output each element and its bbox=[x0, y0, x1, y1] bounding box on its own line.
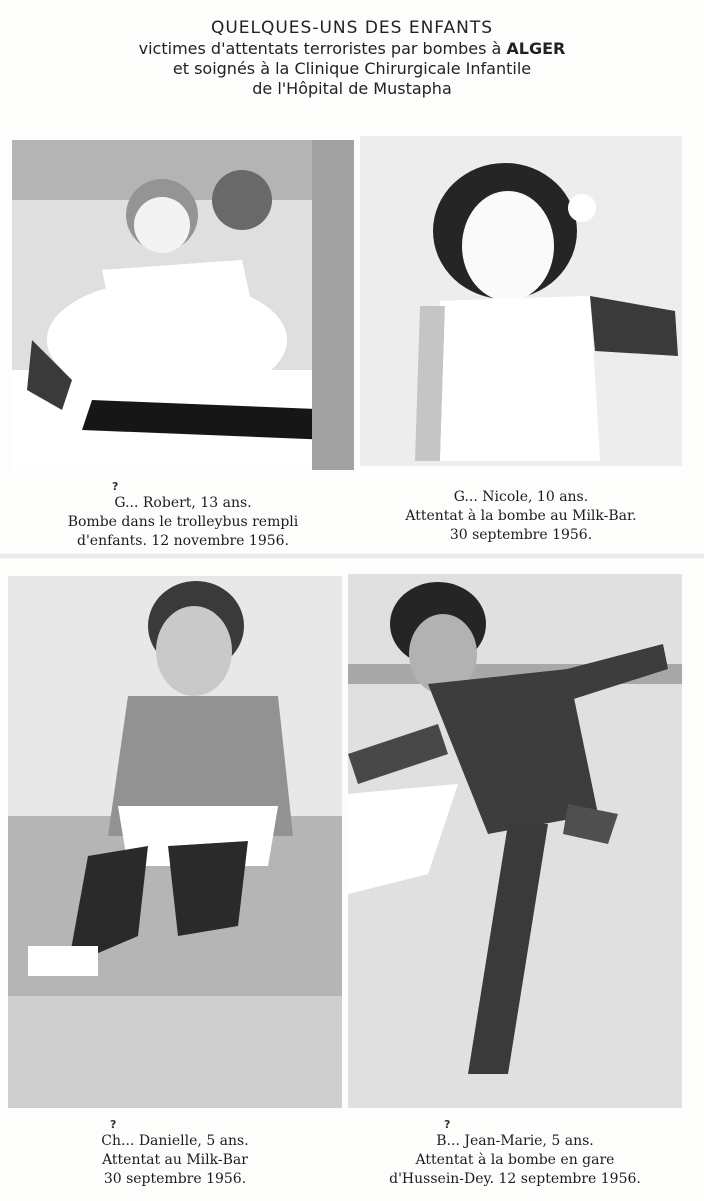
photo-danielle bbox=[8, 576, 342, 1108]
caption-danielle-name: Ch... Danielle, 5 ans. bbox=[101, 1133, 249, 1149]
header-hospital-line: de l'Hôpital de Mustapha bbox=[252, 79, 452, 98]
caption-jean-marie bbox=[348, 1132, 682, 1189]
caption-jean-marie-name: B... Jean-Marie, 5 ans. bbox=[436, 1133, 594, 1149]
caption-robert-name: G... Robert, 13 ans. bbox=[114, 495, 252, 511]
header-subtitle-line bbox=[0, 39, 704, 59]
photo-jean-marie bbox=[348, 574, 682, 1108]
caption-nicole bbox=[360, 488, 682, 545]
caption-danielle bbox=[8, 1132, 342, 1189]
header-city: ALGER bbox=[506, 39, 566, 58]
caption-danielle-line2: Attentat au Milk-Bar bbox=[102, 1152, 248, 1168]
caption-qmark-danielle: ? bbox=[110, 1118, 117, 1131]
caption-jean-marie-line3: d'Hussein-Dey. 12 septembre 1956. bbox=[389, 1171, 641, 1187]
caption-nicole-line3: 30 septembre 1956. bbox=[449, 527, 593, 543]
caption-jean-marie-line2: Attentat à la bombe en gare bbox=[415, 1152, 615, 1168]
header-subtitle-text: victimes d'attentats terroristes par bombes à bbox=[138, 39, 502, 58]
caption-robert-line2: Bombe dans le trolleybus rempli bbox=[67, 514, 299, 530]
caption-nicole-line2: Attentat à la bombe au Milk-Bar. bbox=[405, 508, 637, 524]
header-title: QUELQUES-UNS DES ENFANTS bbox=[210, 18, 494, 38]
caption-robert-line3: d'enfants. 12 novembre 1956. bbox=[76, 533, 290, 549]
document-header bbox=[0, 18, 704, 99]
photo-robert bbox=[12, 140, 354, 470]
caption-qmark-robert: ? bbox=[112, 480, 119, 493]
header-clinic-line: et soignés à la Clinique Chirurgicale Infantile bbox=[172, 59, 532, 78]
photo-nicole bbox=[360, 136, 682, 466]
page-fold bbox=[0, 553, 704, 559]
caption-robert bbox=[12, 494, 354, 551]
caption-danielle-line3: 30 septembre 1956. bbox=[103, 1171, 247, 1187]
caption-qmark-jean-marie: ? bbox=[444, 1118, 451, 1131]
caption-nicole-name: G... Nicole, 10 ans. bbox=[453, 489, 589, 505]
